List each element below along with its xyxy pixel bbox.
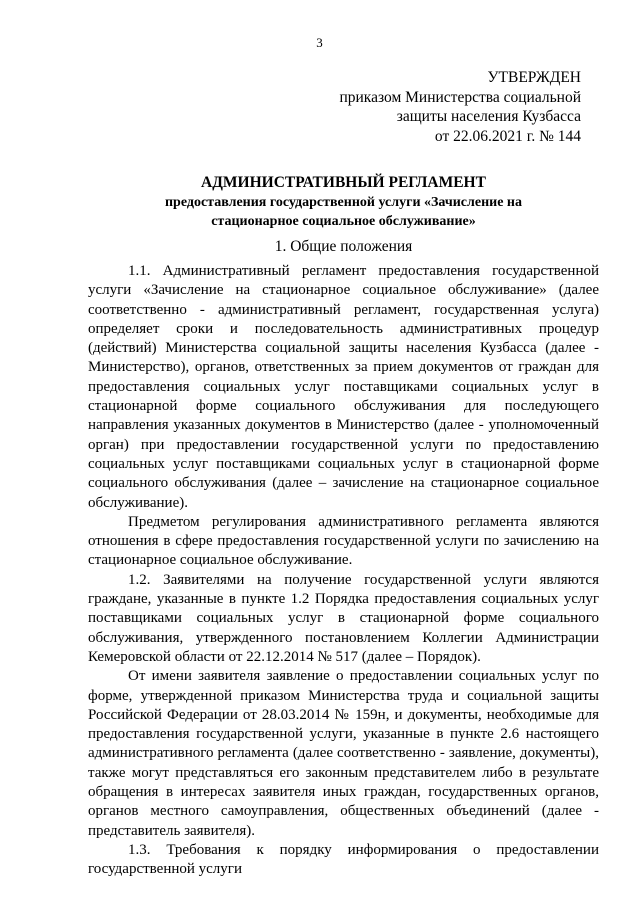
document-body xyxy=(88,262,599,880)
paragraph: От имени заявителя заявление о предоставлении социальных услуг по форме, утвержденной приказом Министерства труда и социальной защиты Российской Федерации от 28.03.2014 № 159н, и документы, необходимые для предоставления государственной услуги, указанные в пункте 2.6 настоящего административного регламента (далее соответственно - заявление, документы), также могут представляться его законным представителем либо в результате обращения в интересах заявителя иных граждан, государственных органов, органов местного самоуправления, общественных объединений (далее - представитель заявителя). xyxy=(88,668,599,839)
approval-line-1: УТВЕРЖДЕН xyxy=(487,69,581,86)
page-number: 3 xyxy=(316,35,323,50)
paragraph: 1.2. Заявителями на получение государственной услуги являются граждане, указанные в пункте 1.2 Порядка предоставления социальных услуг поставщиками социальных услуг в стационарной форме социального обслуживания, утвержденного постановлением Коллегии Администрации Кемеровской области от 22.12.2014 № 517 (далее – Порядок). xyxy=(88,571,599,665)
approval-line-3: защиты населения Кузбасса xyxy=(396,108,581,125)
title-line-1: АДМИНИСТРАТИВНЫЙ РЕГЛАМЕНТ xyxy=(201,174,486,191)
approval-line-4: от 22.06.2021 г. № 144 xyxy=(434,127,581,145)
approval-line-2: приказом Министерства социальной xyxy=(339,88,581,106)
section-heading: 1. Общие положения xyxy=(274,238,413,255)
title-line-3: стационарное социальное обслуживание» xyxy=(211,214,476,229)
paragraph: 1.3. Требования к порядку информирования о предоставлении государственной услуги xyxy=(88,841,599,878)
paragraph: Предметом регулирования административного регламента являются отношения в сфере предоставления государственной услуги по зачислению на стационарное социальное обслуживание. xyxy=(88,513,599,569)
paragraph: 1.1. Административный регламент предоставления государственной услуги «Зачисление на стационарное социальное обслуживание» (далее соответственно - административный регламент, государственная услуга) определяет сроки и последовательность административных процедур (действий) Министерства социальной защиты населения Кузбасса (далее - Министерство), органов, ответственных за прием документов от граждан для предоставления социальных услуг поставщиками социальных услуг в стационарной форме социального обслуживания для последующего направления указанных документов в Министерство (далее - уполномоченный орган) при предоставлении государственной услуги по предоставлению социальных услуг поставщиками социальных услуг в стационарной форме социального обслуживания (далее – зачисление на стационарное социальное обслуживание). xyxy=(88,263,599,511)
approval-stamp xyxy=(321,68,581,146)
document-title xyxy=(88,173,599,232)
title-line-2: предоставления государственной услуги «Зачисление на xyxy=(164,194,522,210)
